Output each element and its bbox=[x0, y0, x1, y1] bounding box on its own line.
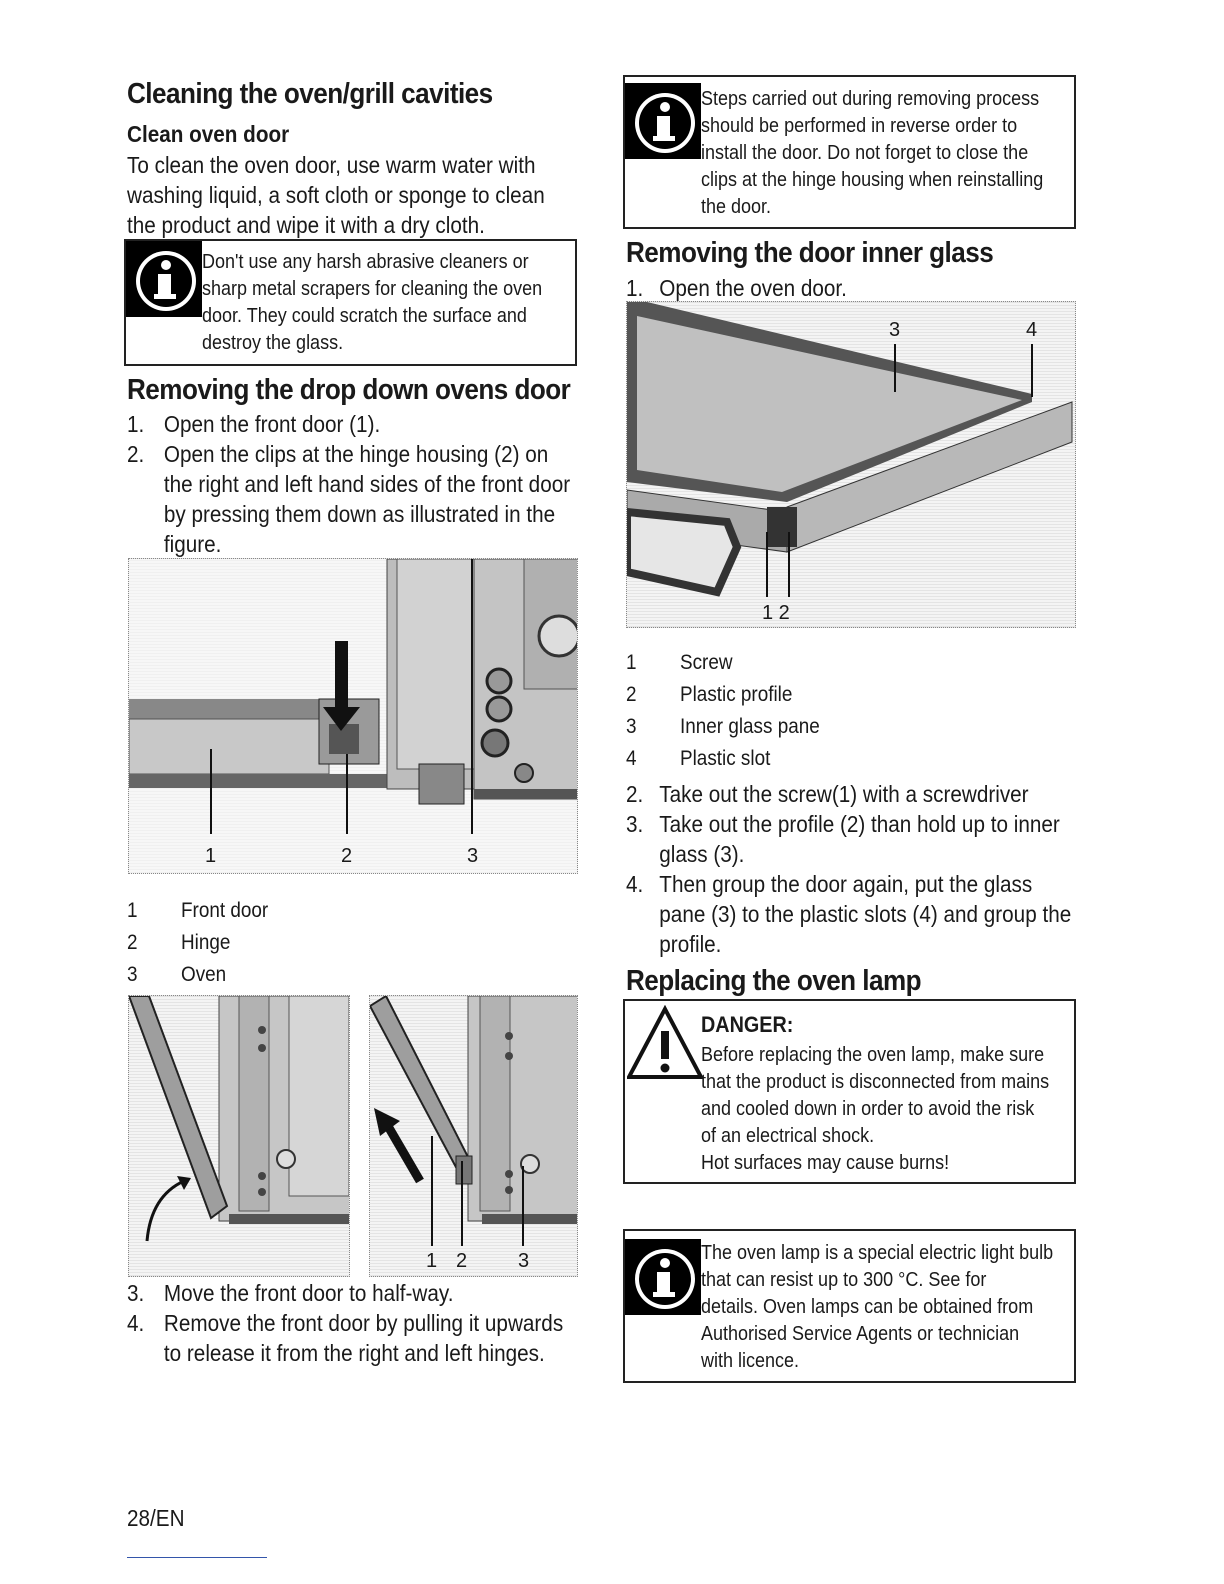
figure-label: 3 bbox=[467, 845, 479, 867]
info-note-box-lamp bbox=[623, 1229, 1076, 1383]
figure-label: 3 bbox=[889, 319, 901, 341]
intro-paragraph: To clean the oven door, use warm water with washing liquid, a soft cloth or sponge to clean the product and wipe it with a dry cloth. bbox=[127, 152, 545, 238]
figure-label: 2 bbox=[456, 1250, 468, 1272]
door-removal-illustration bbox=[370, 996, 578, 1277]
figure-label: 1 bbox=[205, 845, 217, 867]
list-item: 1. Open the oven door. bbox=[626, 275, 847, 301]
legend-item: 2 Hinge bbox=[127, 931, 231, 954]
info-note-box-reinstall bbox=[623, 75, 1076, 229]
info-icon bbox=[126, 241, 202, 317]
legend-item: 3 Inner glass pane bbox=[626, 715, 820, 738]
hinge-illustration bbox=[129, 559, 578, 874]
info-note-box bbox=[124, 239, 577, 366]
steps-list-b: 3. Move the front door to half-way. 4. Remove the front door by pulling it upwards to release it from the right and left hinges. bbox=[127, 1280, 564, 1366]
info-icon bbox=[625, 83, 701, 159]
danger-text: Before replacing the oven lamp, make sure that the product is disconnected from mains and cooled down in order to avoid the risk of an electrical shock. Hot surfaces may cause burns! bbox=[701, 1044, 1050, 1174]
info-note-text: Steps carried out during removing process should be performed in reverse order to install the door. Do not forget to close the clips at the hinge housing when reinstalling the door. bbox=[701, 88, 1044, 218]
list-item: 2. Take out the screw(1) with a screwdriver bbox=[626, 781, 1029, 807]
list-item: 3. Move the front door to half-way. bbox=[127, 1280, 454, 1306]
legend-item: 3 Oven bbox=[127, 963, 227, 986]
legend-item: 4 Plastic slot bbox=[626, 747, 771, 770]
figure-hinge-detail bbox=[128, 558, 578, 874]
legend-item: 1 Front door bbox=[127, 899, 269, 922]
lamp-note-text: The oven lamp is a special electric light bulb that can resist up to 300 °C. See for details. Oven lamps can be obtained from Authorised Service Agents or technician with licence. bbox=[701, 1242, 1054, 1372]
figure-label: 2 bbox=[341, 845, 353, 867]
figure-door-removal bbox=[369, 995, 578, 1277]
list-item: 4. Then group the door again, put the glass bbox=[626, 871, 1033, 897]
steps-list-a: 1. Open the front door (1). 2. Open the clips at the hinge housing (2) on the right and left hand sides of the front door by pressing them down as illustrated in the figure. bbox=[127, 411, 571, 557]
figure-label: 1 2 bbox=[762, 602, 790, 624]
danger-title: DANGER: bbox=[701, 1012, 794, 1037]
page-number: 28/EN bbox=[127, 1505, 185, 1531]
figure-label: 3 bbox=[518, 1250, 530, 1272]
figure-label: 4 bbox=[1026, 319, 1038, 341]
warning-triangle-icon bbox=[627, 1005, 703, 1081]
section-title-cleaning: Cleaning the oven/grill cavities bbox=[127, 78, 493, 110]
section-title-inner-glass: Removing the door inner glass bbox=[626, 237, 994, 269]
info-icon bbox=[625, 1239, 701, 1315]
list-item: 2. Open the clips at the hinge housing (2) on bbox=[127, 441, 549, 467]
steps-list-glass: 2. Take out the screw(1) with a screwdriver 3. Take out the profile (2) than hold up to inner glass (3). 4. Then group the door again, put the glass pane (3) to the plastic slots (4) and group the profile. bbox=[626, 781, 1072, 957]
list-item: 3. Take out the profile (2) than hold up to inner bbox=[626, 811, 1060, 837]
figure-door-halfway bbox=[128, 995, 350, 1277]
list-item: 4. Remove the front door by pulling it upwards bbox=[127, 1310, 564, 1336]
subtitle-clean-oven-door: Clean oven door bbox=[127, 121, 290, 147]
legend-item: 1 Screw bbox=[626, 651, 733, 674]
section-title-oven-lamp: Replacing the oven lamp bbox=[626, 965, 922, 997]
door-halfway-illustration bbox=[129, 996, 350, 1277]
info-note-text: Don't use any harsh abrasive cleaners or sharp metal scrapers for cleaning the oven door. They could scratch the surface and destroy the glass. bbox=[202, 251, 543, 354]
figure-label: 1 bbox=[426, 1250, 438, 1272]
danger-box bbox=[623, 999, 1076, 1184]
inner-glass-illustration bbox=[627, 302, 1076, 628]
figure-inner-glass bbox=[626, 301, 1076, 628]
legend-item: 2 Plastic profile bbox=[626, 683, 793, 706]
list-item: 1. Open the front door (1). bbox=[127, 411, 381, 437]
section-title-removing-door: Removing the drop down ovens door bbox=[127, 374, 571, 406]
footer-rule bbox=[127, 1557, 267, 1558]
